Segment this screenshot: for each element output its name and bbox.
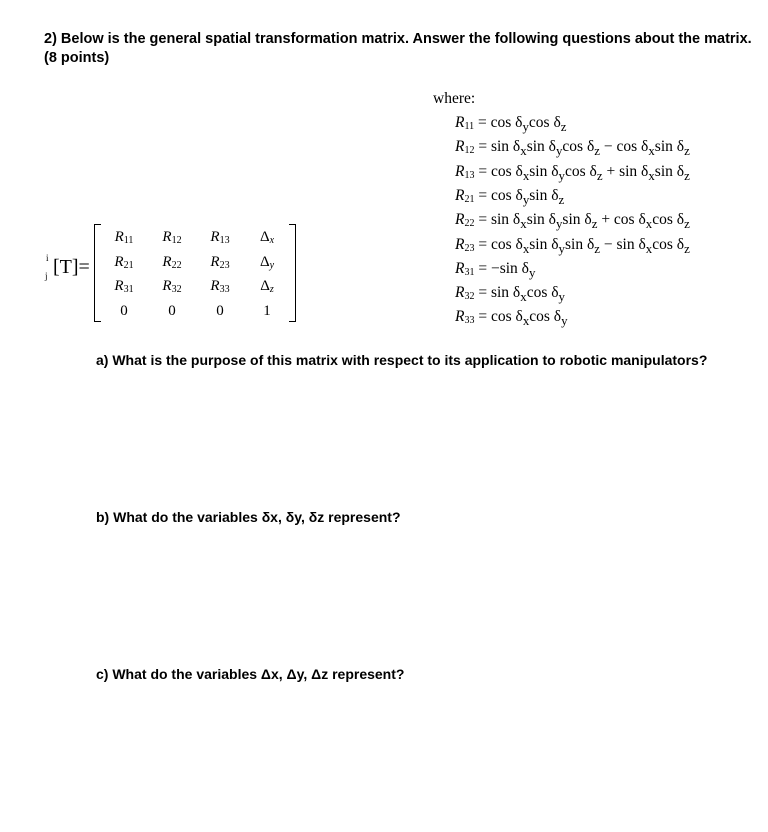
where-label: where: [433, 90, 476, 107]
matrix-row [100, 226, 290, 251]
matrix-cell: 1 [263, 302, 271, 319]
question-points: (8 points) [44, 50, 110, 66]
transformation-matrix [100, 226, 290, 324]
rotation-equation: $R_{22} = \sin \delta_x\sin$ $\delta_y\sin$ $\delta_z + \cos \delta_x\cos$ $\delta_z$ [455, 211, 690, 232]
matrix-cell: $R_{21}$ [114, 253, 134, 271]
rotation-equation: $R_{31} = -\sin$ $\delta_y$ [455, 259, 536, 280]
matrix-cell: $R_{32}$ [162, 278, 182, 295]
matrix-superscript: i [46, 253, 49, 264]
matrix-cell: 0 [216, 302, 224, 319]
matrix-cell: $R_{23}$ [210, 253, 230, 271]
rotation-equation: $R_{13} = \cos \delta_x\sin$ $\delta_y\cos$ $\delta_z + \sin \delta_x\sin$ $\delta_z$ [455, 162, 690, 183]
rotation-equation: $R_{23} = \cos \delta_x\sin$ $\delta_y\sin$ $\delta_z - \sin \delta_x\cos$ $\delta_z$ [455, 235, 690, 256]
matrix-frame-indices [44, 253, 53, 282]
matrix-row [100, 275, 290, 300]
question-header [44, 30, 752, 68]
question-title: 2) Below is the general spatial transformation matrix. Answer the following questions about the matrix. [44, 31, 752, 47]
matrix-cell: $\Delta_x$ [259, 229, 275, 246]
matrix-cell: $R_{33}$ [210, 278, 230, 295]
question-c: c) What do the variables Δx, Δy, Δz represent? [96, 666, 405, 682]
question-a: a) What is the purpose of this matrix with respect to its application to robotic manipulators? [96, 352, 708, 368]
rotation-equation: $R_{32} = \sin \delta_x\cos$ $\delta_y$ [455, 284, 565, 305]
rotation-equation: $R_{33} = \cos \delta_x\cos$ $\delta_y$ [455, 308, 568, 329]
matrix-cell: $R_{13}$ [210, 229, 230, 246]
matrix-cell: $\Delta_z$ [260, 278, 274, 295]
matrix-cell: $R_{31}$ [114, 278, 134, 295]
matrix-cell: 0 [168, 302, 176, 319]
rotation-equation: $R_{11} = \cos \delta_y\cos$ $\delta_z$ [455, 114, 567, 135]
matrix-right-bracket [289, 224, 296, 322]
matrix-subscript: j [45, 271, 48, 282]
matrix-row [100, 251, 290, 276]
matrix-cell: 0 [120, 302, 128, 319]
rotation-equation: $R_{12} = \sin \delta_x\sin$ $\delta_y\cos$ $\delta_z - \cos \delta_x\sin$ $\delta_z$ [455, 138, 690, 159]
rotation-equation: $R_{21} = \cos \delta_y\sin$ $\delta_z$ [455, 186, 565, 207]
matrix-lhs-body: [T]= [53, 256, 90, 278]
matrix-cell: $R_{22}$ [162, 253, 182, 271]
question-b: b) What do the variables δx, δy, δz represent? [96, 509, 401, 525]
matrix-lhs [44, 253, 90, 282]
matrix-cell: $R_{12}$ [162, 229, 182, 246]
matrix-cell: $\Delta_y$ [259, 253, 275, 271]
matrix-row [100, 300, 290, 325]
matrix-cell: $R_{11}$ [114, 229, 134, 246]
